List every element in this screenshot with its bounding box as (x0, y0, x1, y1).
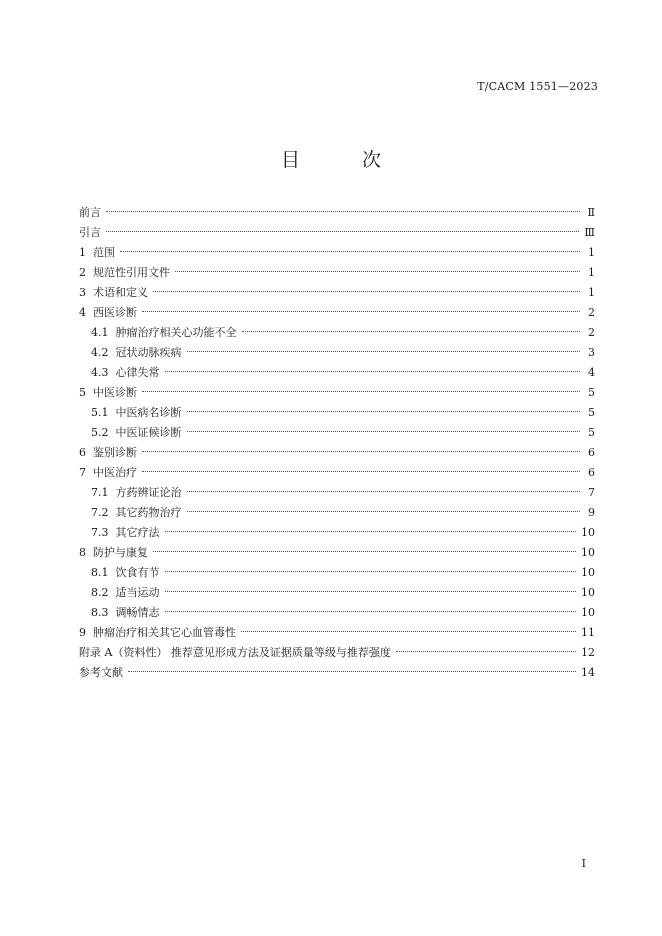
toc-entry[interactable] (79, 443, 595, 463)
document-code: T/CACM 1551—2023 (477, 80, 598, 93)
toc-section-label: 西医诊断 (93, 306, 137, 319)
toc-leader-dots (142, 471, 580, 472)
toc-section-label: 附录 A（资料性） 推荐意见形成方法及证据质量等级与推荐强度 (79, 646, 391, 659)
table-of-contents (79, 203, 595, 683)
toc-entry[interactable] (79, 543, 595, 563)
toc-section-label: 调畅情志 (115, 606, 160, 619)
toc-entry[interactable] (79, 483, 595, 503)
toc-page-number: 10 (581, 546, 595, 559)
toc-entry[interactable] (79, 503, 595, 523)
toc-section-label: 其它药物治疗 (115, 506, 182, 519)
toc-leader-dots (142, 391, 580, 392)
toc-section-label: 方药辨证论治 (115, 486, 182, 499)
toc-section-label: 防护与康复 (93, 546, 148, 559)
toc-section-label: 饮食有节 (115, 566, 160, 579)
toc-entry[interactable] (79, 303, 595, 323)
toc-page-number: 1 (588, 286, 595, 299)
toc-leader-dots (120, 251, 580, 252)
toc-section-number: 3 (79, 286, 86, 299)
toc-entry[interactable] (79, 583, 595, 603)
toc-section-number: 8.1 (91, 566, 109, 579)
toc-leader-dots (165, 371, 581, 372)
toc-page-number: 10 (581, 586, 595, 599)
toc-entry[interactable] (79, 383, 595, 403)
toc-section-number: 7.2 (91, 506, 109, 519)
toc-leader-dots (153, 291, 580, 292)
toc-section-label: 中医诊断 (93, 386, 137, 399)
toc-page-number: 1 (588, 246, 595, 259)
toc-entry[interactable] (79, 243, 595, 263)
toc-section-number: 4.1 (91, 326, 109, 339)
toc-leader-dots (165, 531, 577, 532)
toc-leader-dots (128, 671, 576, 672)
toc-section-label: 范围 (93, 246, 115, 259)
toc-leader-dots (187, 511, 581, 512)
toc-page-number: 5 (588, 386, 595, 399)
toc-leader-dots (241, 631, 576, 632)
toc-leader-dots (153, 551, 576, 552)
toc-page-number: 5 (588, 406, 595, 419)
toc-page-number: 7 (588, 486, 595, 499)
toc-section-label: 中医治疗 (93, 466, 137, 479)
toc-section-number: 9 (79, 626, 86, 639)
toc-section-number: 4.3 (91, 366, 109, 379)
toc-page-number: 12 (581, 646, 595, 659)
toc-entry[interactable] (79, 203, 595, 223)
toc-section-label: 引言 (79, 226, 101, 239)
toc-leader-dots (165, 571, 577, 572)
toc-section-label: 中医证候诊断 (115, 426, 182, 439)
toc-section-label: 参考文献 (79, 666, 123, 679)
toc-leader-dots (187, 411, 581, 412)
toc-entry[interactable] (79, 263, 595, 283)
toc-entry[interactable] (79, 423, 595, 443)
page-number: I (581, 857, 586, 870)
toc-section-label: 冠状动脉疾病 (115, 346, 182, 359)
toc-section-label: 前言 (79, 206, 101, 219)
toc-leader-dots (106, 231, 579, 232)
toc-entry[interactable] (79, 623, 595, 643)
toc-entry[interactable] (79, 663, 595, 683)
toc-section-number: 8 (79, 546, 86, 559)
toc-leader-dots (187, 351, 581, 352)
toc-entry[interactable] (79, 343, 595, 363)
toc-leader-dots (242, 331, 581, 332)
toc-page-number: 10 (581, 566, 595, 579)
toc-entry[interactable] (79, 403, 595, 423)
toc-page-number: 4 (588, 366, 595, 379)
toc-section-number: 7 (79, 466, 86, 479)
toc-section-label: 其它疗法 (115, 526, 160, 539)
toc-leader-dots (165, 591, 577, 592)
toc-section-label: 规范性引用文件 (93, 266, 170, 279)
toc-page-number: 2 (588, 306, 595, 319)
toc-section-number: 5 (79, 386, 86, 399)
toc-leader-dots (165, 611, 577, 612)
toc-leader-dots (187, 431, 581, 432)
toc-entry[interactable] (79, 463, 595, 483)
toc-section-label: 心律失常 (115, 366, 160, 379)
toc-page-number: 10 (581, 526, 595, 539)
toc-page-number: 10 (581, 606, 595, 619)
toc-page-number: 11 (581, 626, 595, 639)
toc-page-number: 5 (588, 426, 595, 439)
toc-entry[interactable] (79, 643, 595, 663)
toc-page-number: 6 (588, 466, 595, 479)
toc-leader-dots (175, 271, 580, 272)
toc-section-label: 肿瘤治疗相关其它心血管毒性 (93, 626, 236, 639)
toc-leader-dots (396, 651, 576, 652)
toc-section-label: 中医病名诊断 (115, 406, 182, 419)
toc-page-number: 9 (588, 506, 595, 519)
toc-entry[interactable] (79, 523, 595, 543)
toc-section-label: 适当运动 (115, 586, 160, 599)
toc-entry[interactable] (79, 323, 595, 343)
toc-section-label: 鉴别诊断 (93, 446, 137, 459)
toc-page-number: 1 (588, 266, 595, 279)
toc-section-number: 7.3 (91, 526, 109, 539)
toc-title: 目 次 (280, 149, 410, 171)
toc-section-label: 肿瘤治疗相关心功能不全 (115, 326, 237, 339)
toc-section-number: 8.3 (91, 606, 109, 619)
toc-section-number: 1 (79, 246, 86, 259)
toc-page-number: Ⅱ (587, 206, 595, 219)
toc-entry[interactable] (79, 223, 595, 243)
toc-entry[interactable] (79, 283, 595, 303)
toc-leader-dots (187, 491, 581, 492)
toc-page-number: 6 (588, 446, 595, 459)
toc-leader-dots (142, 311, 580, 312)
toc-section-number: 4.2 (91, 346, 109, 359)
toc-section-number: 4 (79, 306, 86, 319)
toc-entry[interactable] (79, 603, 595, 623)
toc-section-label: 术语和定义 (93, 286, 148, 299)
toc-section-number: 2 (79, 266, 86, 279)
toc-page-number: 3 (588, 346, 595, 359)
toc-section-number: 7.1 (91, 486, 109, 499)
toc-entry[interactable] (79, 363, 595, 383)
toc-leader-dots (106, 211, 580, 212)
toc-entry[interactable] (79, 563, 595, 583)
toc-page-number: 14 (581, 666, 595, 679)
toc-section-number: 5.2 (91, 426, 109, 439)
toc-page-number: 2 (588, 326, 595, 339)
toc-section-number: 8.2 (91, 586, 109, 599)
toc-section-number: 5.1 (91, 406, 109, 419)
toc-section-number: 6 (79, 446, 86, 459)
toc-leader-dots (142, 451, 580, 452)
toc-page-number: Ⅲ (584, 226, 595, 239)
